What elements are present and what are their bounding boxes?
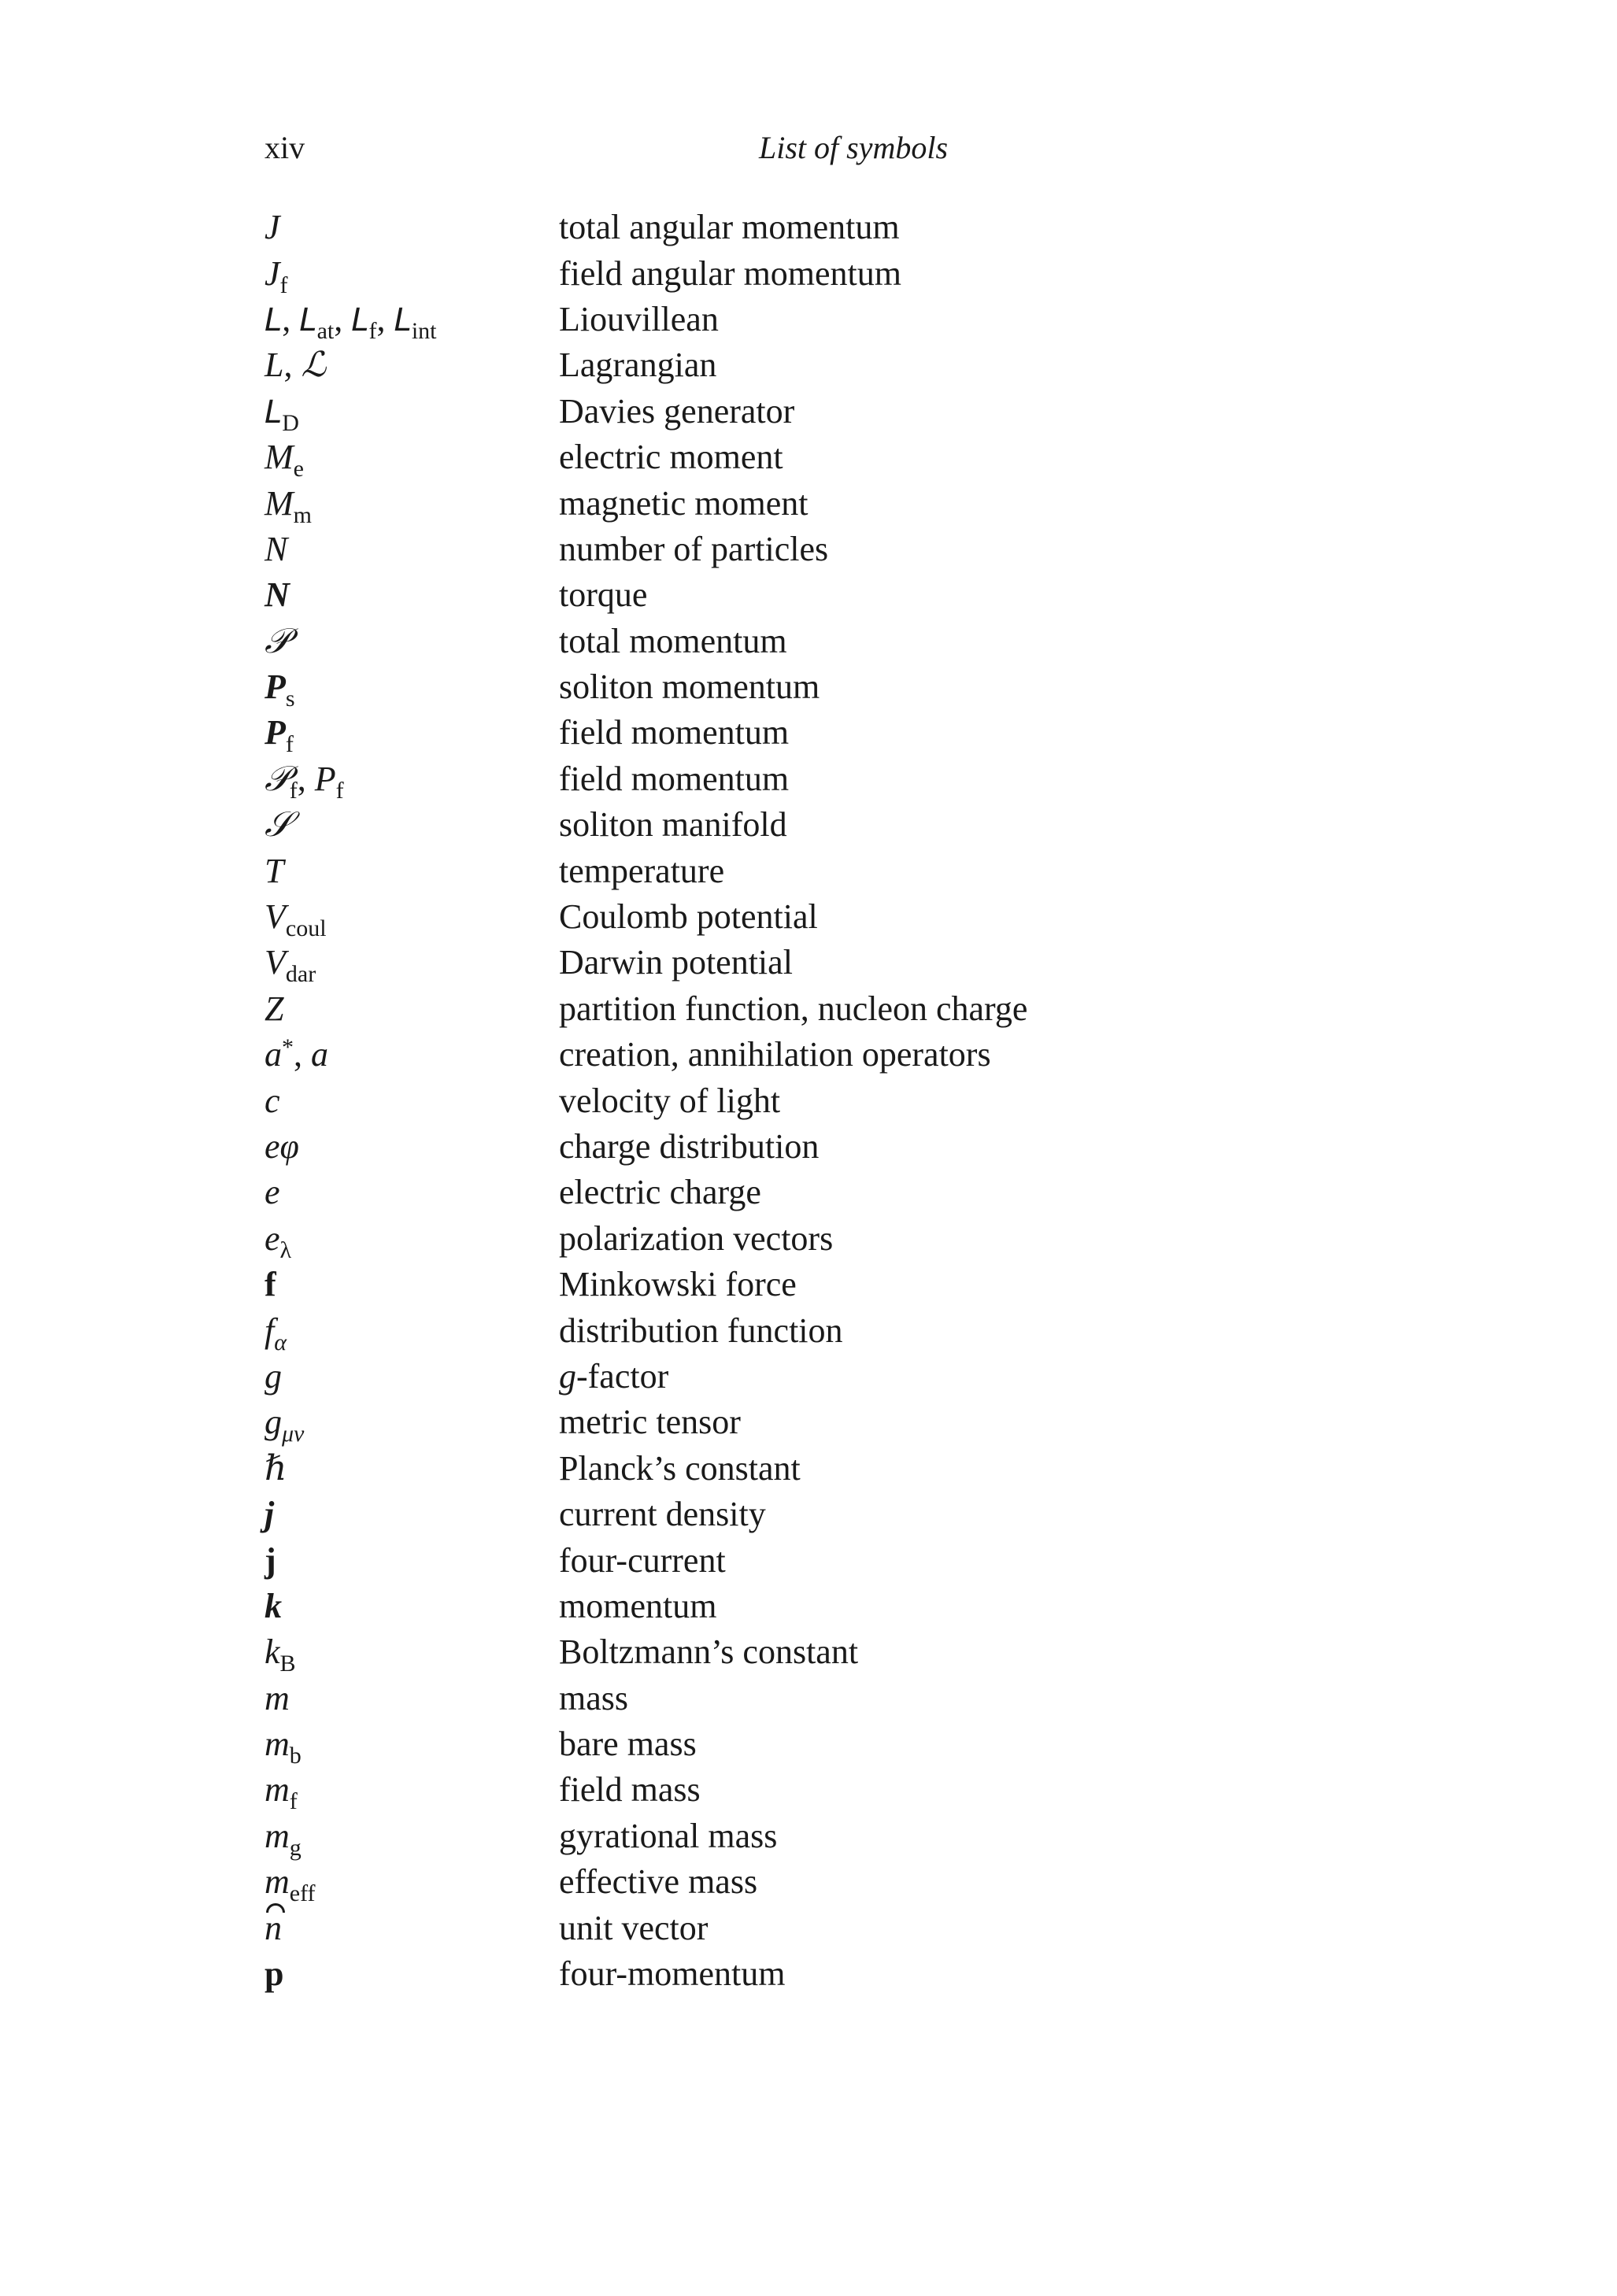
running-head: List of symbols [759,130,949,165]
symbol: p [265,1954,284,1994]
description: temperature [559,851,725,890]
description: four-momentum [559,1954,786,1994]
symbol: $e_\lambda$ [265,1218,292,1263]
list-item [265,1170,1367,1215]
symbol: N [265,575,290,615]
symbol: a*, a [265,1034,328,1074]
list-item [265,297,1367,342]
list-item [265,1951,1367,1997]
list-item [265,205,1367,250]
description: effective mass [559,1862,758,1902]
list-item [265,986,1367,1032]
symbol [265,1908,559,1947]
description: Coulomb potential [559,897,818,937]
description: charge distribution [559,1127,820,1166]
list-item [265,1676,1367,1721]
list-item [265,1584,1367,1629]
symbol: $m_{eff}$ [265,1862,316,1907]
symbol: $J_f$ [265,253,288,298]
symbol: L, $L_{at}$, $L_f$, $L_{int}$ [265,299,437,344]
symbol: m [265,1678,290,1717]
list-item [265,342,1367,388]
symbol: $P_f$ [265,713,294,758]
symbol: T [265,851,284,890]
list-item [265,1078,1367,1123]
list-item [265,1859,1367,1905]
symbol: $m_g$ [265,1816,302,1861]
symbol: Z [265,989,284,1028]
list-item [265,1629,1367,1675]
list-item [265,1492,1367,1537]
description: soliton momentum [559,667,820,707]
description: field momentum [559,713,790,752]
description: Lagrangian [559,346,717,385]
list-item [265,1814,1367,1859]
symbol: j [265,1540,276,1580]
description: total momentum [559,621,787,660]
list-item [265,1262,1367,1307]
page-number: xiv [265,130,305,165]
list-item [265,848,1367,893]
symbol: N [265,529,288,568]
symbol: $k_B$ [265,1632,296,1677]
description: Boltzmann’s constant [559,1632,859,1672]
list-item [265,1905,1367,1950]
list-item [265,1446,1367,1492]
description: electric moment [559,438,783,477]
description: velocity of light [559,1081,781,1120]
list-item [265,480,1367,526]
hat-accent: n [265,1908,282,1947]
symbol: e [265,1173,280,1212]
symbol: $V_{dar}$ [265,943,316,988]
list-item [265,434,1367,480]
list-item [265,1767,1367,1813]
description: metric tensor [559,1403,741,1442]
description: Davies generator [559,391,795,431]
symbol: $m_b$ [265,1725,302,1769]
symbol: $P_s$ [265,667,295,712]
list-item [265,1032,1367,1078]
symbol: $L_D$ [265,394,299,436]
description: unit vector [559,1908,709,1947]
description: total angular momentum [559,208,900,247]
symbol: $V_{coul}$ [265,897,327,942]
symbol: $f_\alpha$ [265,1311,287,1355]
symbol: $M_e$ [265,438,304,482]
list-item [265,250,1367,296]
list-item [265,664,1367,710]
symbol: J [265,208,280,247]
description: current density [559,1495,766,1534]
description: Darwin potential [559,943,793,982]
list-item [265,572,1367,618]
description: bare mass [559,1725,697,1764]
symbol: ℏ [265,1448,287,1488]
list-item [265,527,1367,572]
description: torque [559,575,648,615]
description: number of particles [559,529,829,568]
symbol: $g_{\mu\nu}$ [265,1403,305,1447]
list-item [265,1399,1367,1445]
description: electric charge [559,1173,761,1212]
list-item [265,1537,1367,1583]
list-item [265,389,1367,434]
list-item [265,894,1367,940]
symbol: k [265,1586,282,1625]
description: creation, annihilation operators [559,1035,991,1074]
description: momentum [559,1586,717,1625]
description: field momentum [559,759,790,798]
description: field mass [559,1770,701,1810]
symbol: 𝒫$_f$, $P_f$ [265,758,344,804]
symbol-list [265,205,1367,1997]
description: gyrational mass [559,1816,778,1855]
list-item [265,710,1367,756]
list-item [265,1307,1367,1353]
symbol: $m_f$ [265,1770,298,1815]
description: mass [559,1678,628,1717]
symbol: f [265,1265,276,1304]
list-item [265,756,1367,802]
symbol: eφ [265,1127,299,1166]
list-item [265,1354,1367,1399]
symbol: $M_m$ [265,483,312,528]
symbol: L, ℒ [265,345,327,386]
description: Planck’s constant [559,1448,801,1488]
symbol: 𝒮 [265,804,292,845]
description: soliton manifold [559,805,787,845]
description: magnetic moment [559,483,808,523]
list-item [265,1216,1367,1262]
symbol: j [265,1495,275,1534]
description: Minkowski force [559,1265,797,1304]
description: g-factor [559,1356,669,1396]
description: distribution function [559,1311,843,1350]
description: polarization vectors [559,1218,834,1258]
list-item [265,802,1367,848]
list-item [265,1721,1367,1767]
symbol: g [265,1356,282,1396]
description: field angular momentum [559,253,901,293]
symbol: c [265,1081,280,1120]
list-item [265,619,1367,664]
list-item [265,1124,1367,1170]
description: four-current [559,1540,726,1580]
symbol: 𝒫 [265,620,290,661]
list-item [265,940,1367,988]
description: partition function, nucleon charge [559,989,1028,1028]
description: Liouvillean [559,299,719,338]
